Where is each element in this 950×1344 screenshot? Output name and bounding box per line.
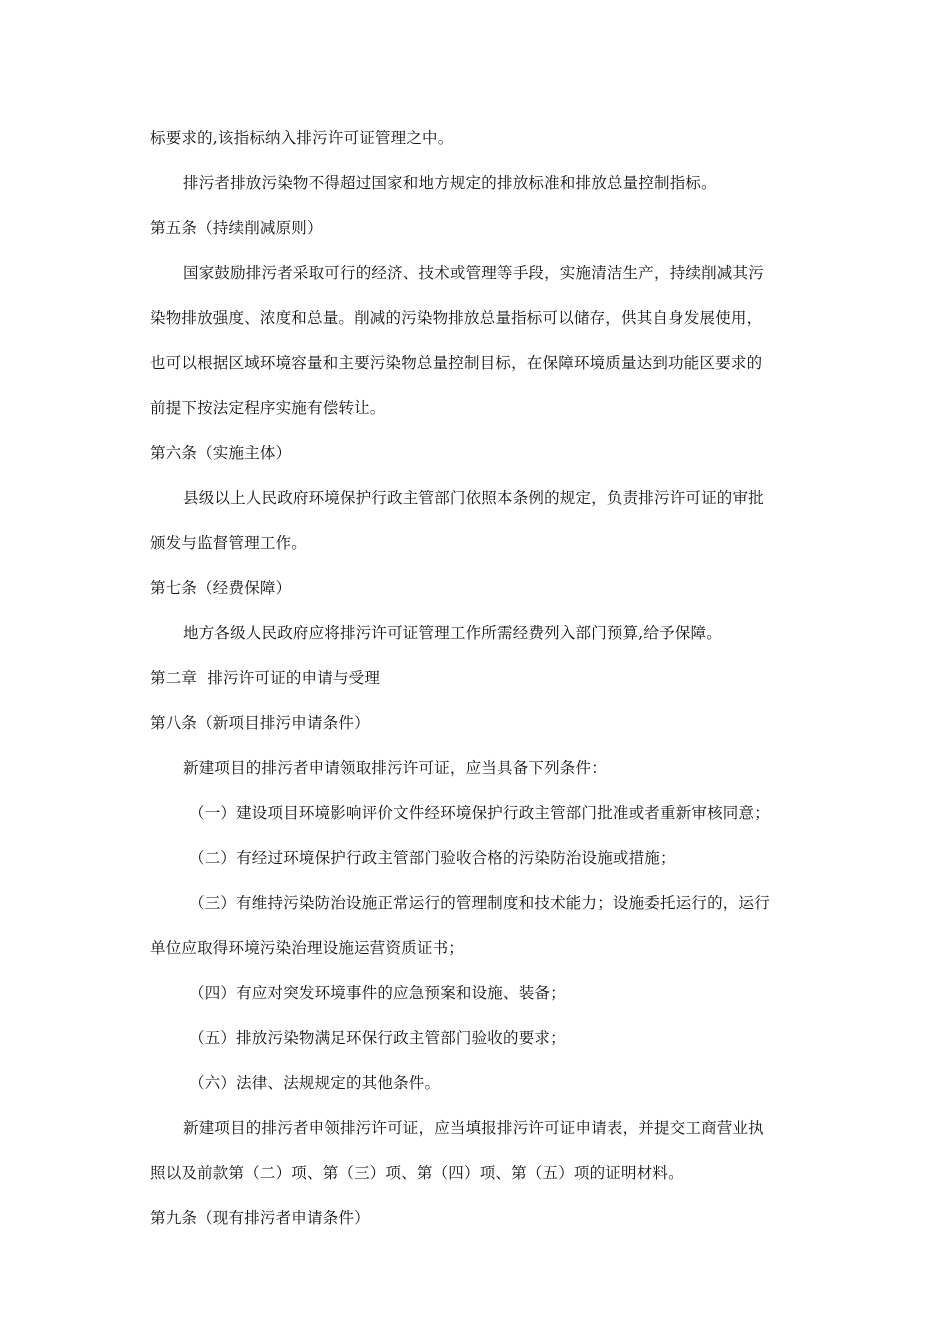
list-item: （四）有应对突发环境事件的应急预案和设施、装备；: [189, 984, 566, 1002]
list-item: （五）排放污染物满足环保行政主管部门验收的要求；: [189, 1029, 566, 1047]
article-heading: 第九条（现有排污者申请条件）: [150, 1209, 370, 1227]
paragraph-line: 单位应取得环境污染治理设施运营资质证书；: [150, 939, 465, 957]
article-heading: 第六条（实施主体）: [150, 444, 292, 462]
article-heading: 第五条（持续削减原则）: [150, 219, 323, 237]
paragraph-line: 新建项目的排污者申领排污许可证，应当填报排污许可证申请表，并提交工商营业执: [183, 1119, 764, 1137]
paragraph-line: 国家鼓励排污者采取可行的经济、技术或管理等手段，实施清洁生产，持续削减其污: [183, 264, 764, 282]
paragraph-line: 县级以上人民政府环境保护行政主管部门依照本条例的规定，负责排污许可证的审批: [183, 489, 764, 507]
paragraph-line: 排污者排放污染物不得超过国家和地方规定的排放标准和排放总量控制指标。: [183, 174, 717, 192]
paragraph-line: 标要求的,该指标纳入排污许可证管理之中。: [150, 129, 454, 147]
list-item: （三）有维持污染防治设施正常运行的管理制度和技术能力；设施委托运行的，运行: [189, 894, 770, 912]
list-item: （六）法律、法规规定的其他条件。: [189, 1074, 441, 1092]
paragraph-line: 颁发与监督管理工作。: [150, 534, 308, 552]
paragraph-line: 前提下按法定程序实施有偿转让。: [150, 399, 386, 417]
list-item: （一）建设项目环境影响评价文件经环境保护行政主管部门批准或者重新审核同意；: [189, 804, 770, 822]
paragraph-line: 照以及前款第（二）项、第（三）项、第（四）项、第（五）项的证明材料。: [150, 1164, 684, 1182]
list-item: （二）有经过环境保护行政主管部门验收合格的污染防治设施或措施；: [189, 849, 676, 867]
paragraph-line: 染物排放强度、浓度和总量。削减的污染物排放总量指标可以储存，供其自身发展使用，: [150, 309, 763, 327]
article-heading: 第八条（新项目排污申请条件）: [150, 714, 370, 732]
article-heading: 第七条（经费保障）: [150, 579, 292, 597]
chapter-heading: 第二章 排污许可证的申请与受理: [150, 669, 381, 687]
paragraph-line: 新建项目的排污者申请领取排污许可证，应当具备下列条件：: [183, 759, 607, 777]
paragraph-line: 也可以根据区域环境容量和主要污染物总量控制目标，在保障环境质量达到功能区要求的: [150, 354, 763, 372]
paragraph-line: 地方各级人民政府应将排污许可证管理工作所需经费列入部门预算,给予保障。: [183, 624, 722, 642]
